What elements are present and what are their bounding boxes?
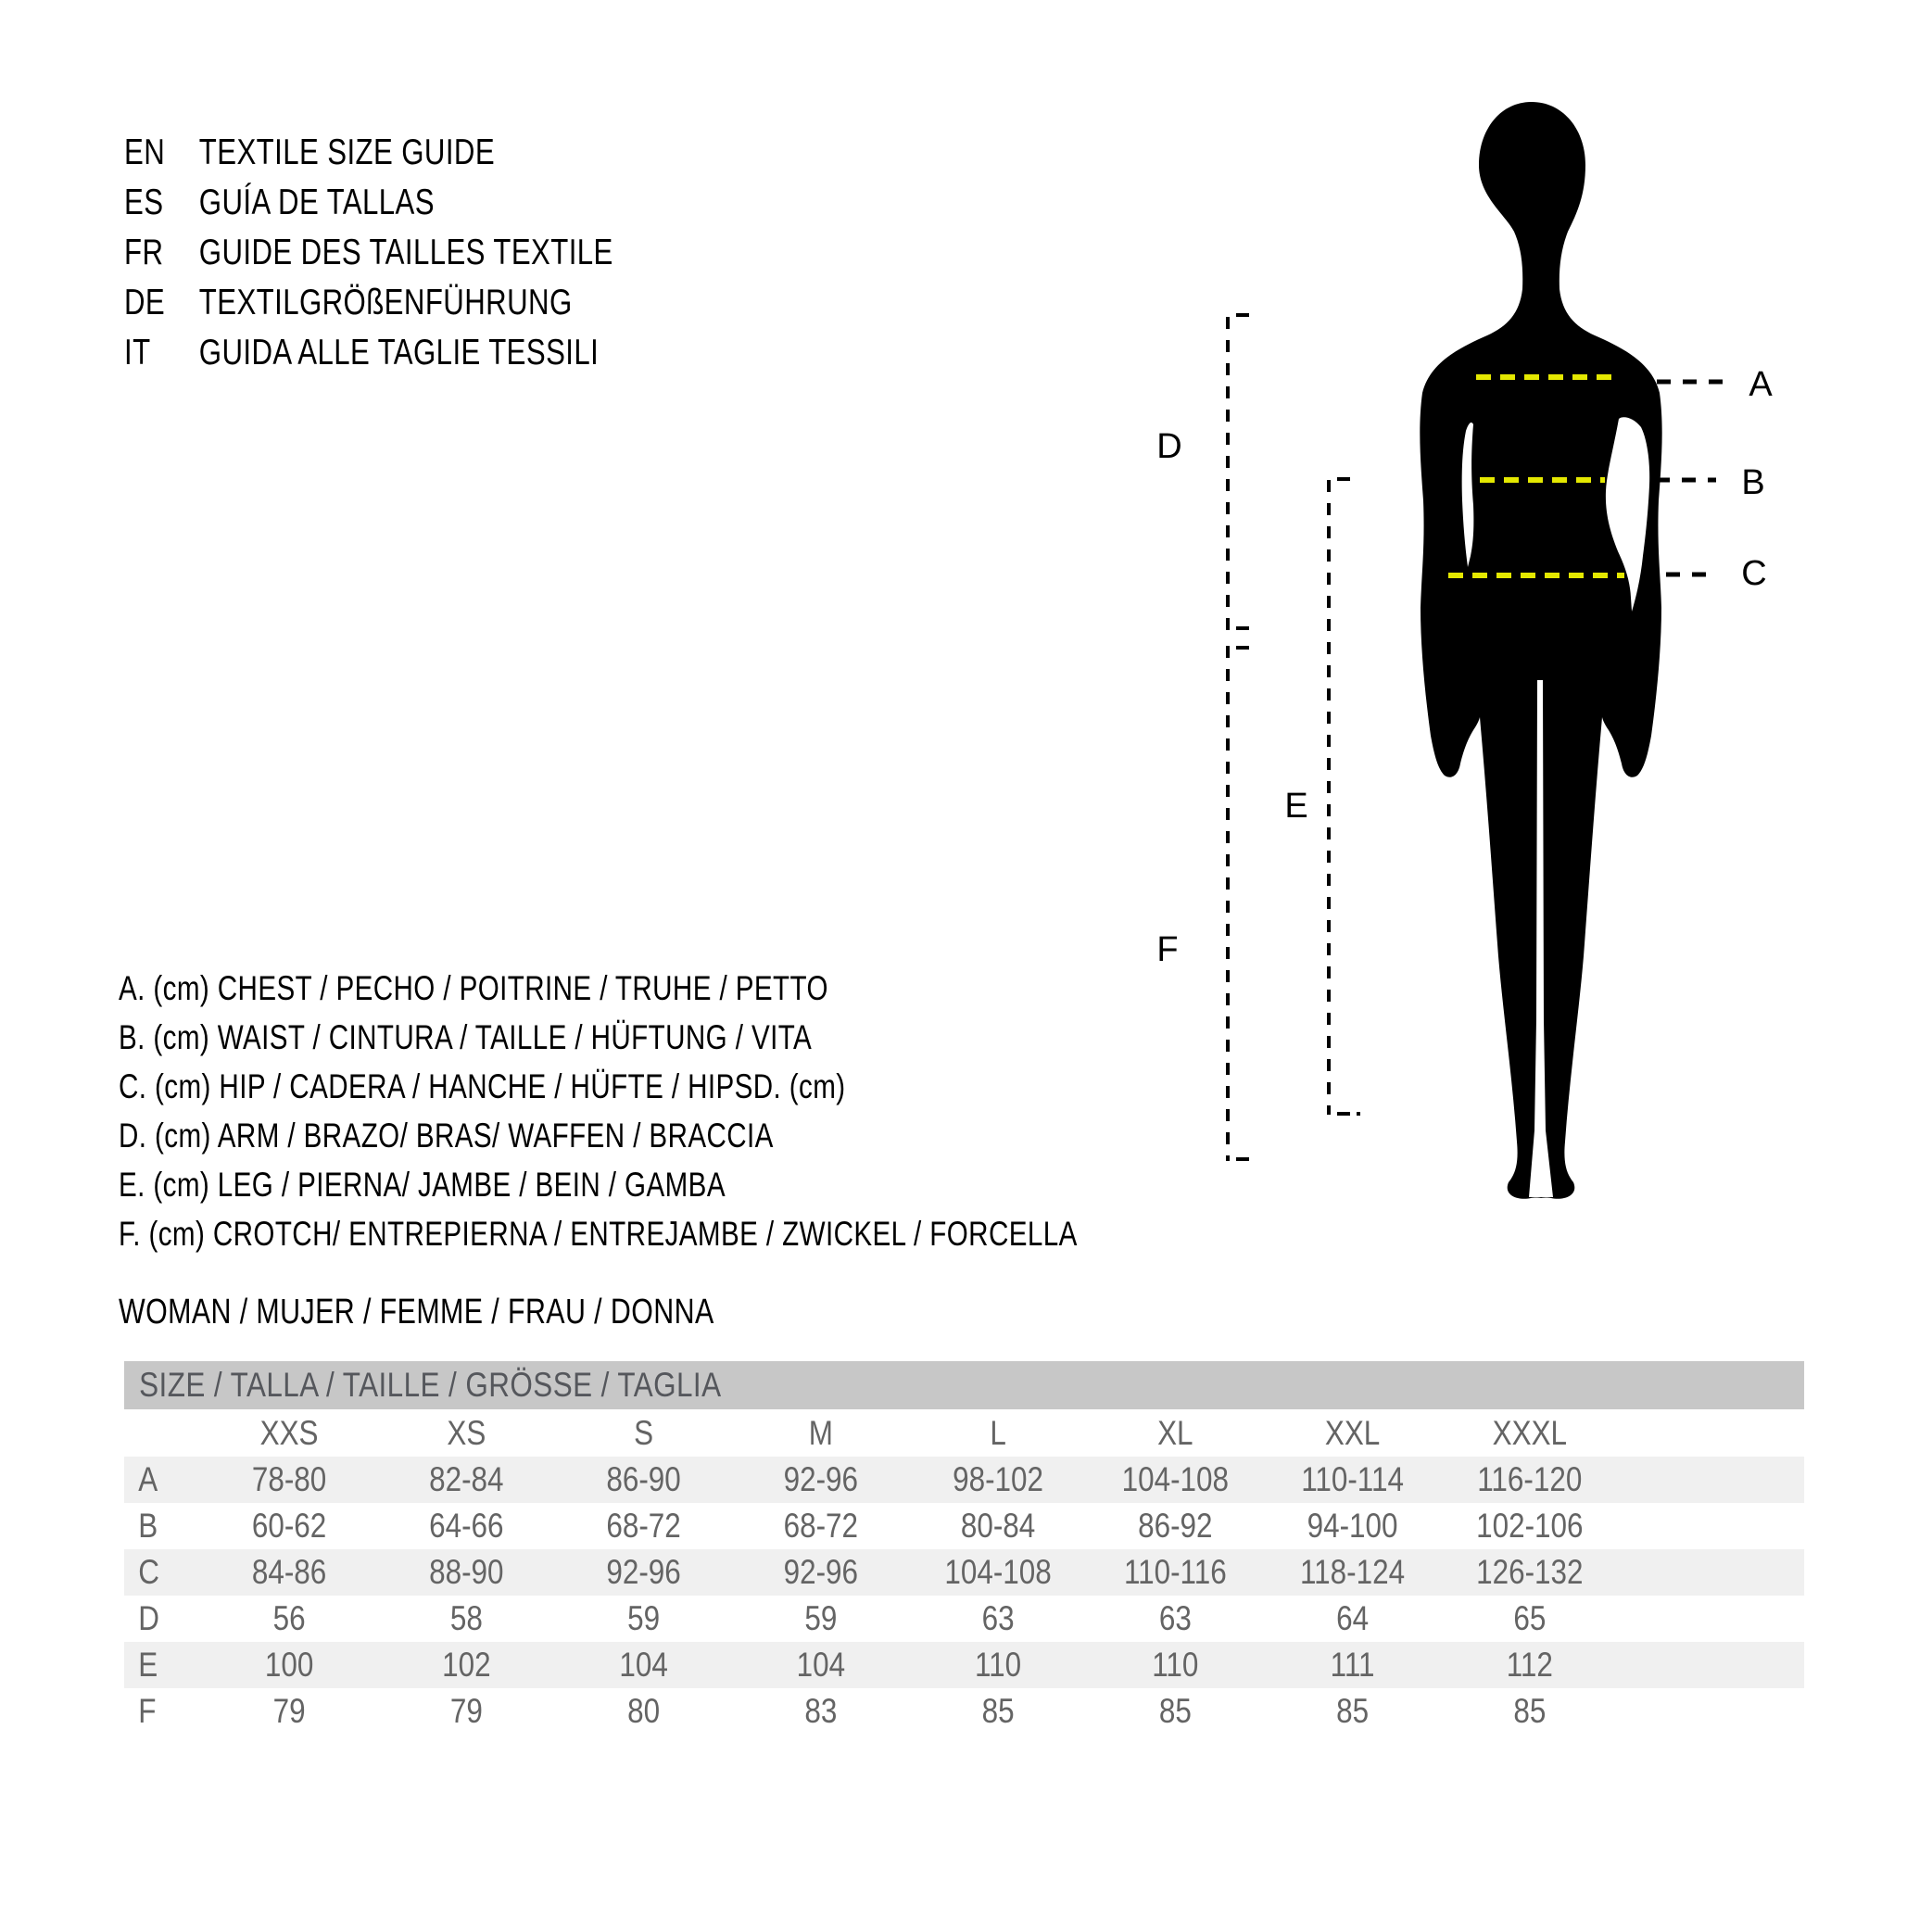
size-column-header: S (634, 1413, 654, 1452)
size-table (124, 1361, 1804, 1735)
size-cell: 68-72 (783, 1507, 859, 1545)
size-cell: 63 (981, 1599, 1015, 1637)
size-cell: 110 (1152, 1646, 1199, 1684)
measurement-figure (1149, 93, 1932, 1223)
language-row (124, 178, 613, 228)
size-cell: 56 (272, 1599, 306, 1637)
size-cell: 80-84 (960, 1507, 1036, 1545)
size-column-header: L (990, 1413, 1006, 1452)
table-row (124, 1596, 1804, 1642)
size-table-header-band: SIZE / TALLA / TAILLE / GRÖSSE / TAGLIA (124, 1361, 1804, 1409)
size-cell: 78-80 (251, 1460, 327, 1498)
measurement-legend (119, 964, 1078, 1258)
size-row-label: E (138, 1646, 158, 1684)
size-column-header-row (124, 1409, 1804, 1457)
language-row (124, 228, 613, 278)
size-cell: 85 (1158, 1692, 1192, 1730)
size-cell: 104 (619, 1646, 668, 1684)
crotch-guide-line (1228, 646, 1249, 1161)
size-column-header: XXL (1324, 1413, 1381, 1452)
size-cell: 58 (449, 1599, 483, 1637)
size-column-header: M (808, 1413, 833, 1452)
table-row (124, 1642, 1804, 1688)
size-cell: 104 (796, 1646, 846, 1684)
size-cell: 59 (804, 1599, 838, 1637)
size-cell: 83 (804, 1692, 838, 1730)
size-cell: 59 (627, 1599, 661, 1637)
size-cell: 64 (1336, 1599, 1370, 1637)
size-cell: 126-132 (1476, 1553, 1584, 1591)
language-code: ES (124, 183, 164, 222)
legend-crotch: F. (cm) CROTCH/ ENTREPIERNA / ENTREJAMBE / ZWICKEL / FORCELLA (119, 1215, 1078, 1253)
size-cell: 64-66 (429, 1507, 504, 1545)
size-row-label: C (138, 1553, 160, 1591)
guide-title: GUIDA ALLE TAGLIE TESSILI (198, 333, 600, 372)
size-cell: 92-96 (783, 1553, 859, 1591)
size-row-label: B (138, 1507, 158, 1545)
language-code: EN (124, 133, 166, 172)
size-cell: 110 (975, 1646, 1022, 1684)
arm-guide-line (1228, 315, 1249, 630)
size-column-header: XS (447, 1413, 486, 1452)
size-column-header: XXXL (1492, 1413, 1568, 1452)
size-cell: 63 (1158, 1599, 1192, 1637)
size-cell: 68-72 (606, 1507, 681, 1545)
size-cell: 85 (1513, 1692, 1547, 1730)
table-row (124, 1688, 1804, 1735)
legend-hip: C. (cm) HIP / CADERA / HANCHE / HÜFTE / HIPSD. (cm) (119, 1067, 846, 1105)
legend-waist: B. (cm) WAIST / CINTURA / TAILLE / HÜFTUNG / VITA (119, 1018, 813, 1056)
size-row-label: D (138, 1599, 160, 1637)
size-cell: 65 (1513, 1599, 1547, 1637)
size-cell: 86-90 (606, 1460, 681, 1498)
measure-label-arm: D (1156, 427, 1182, 466)
size-cell: 84-86 (251, 1553, 327, 1591)
measure-label-waist: B (1741, 463, 1765, 502)
measure-label-hip: C (1741, 554, 1767, 593)
measure-label-crotch: F (1156, 930, 1179, 969)
legend-arm: D. (cm) ARM / BRAZO/ BRAS/ WAFFEN / BRACCIA (119, 1117, 774, 1155)
language-row (124, 328, 613, 378)
legend-leg: E. (cm) LEG / PIERNA/ JAMBE / BEIN / GAMBA (119, 1166, 726, 1204)
guide-title: TEXTILGRÖßENFÜHRUNG (198, 283, 573, 322)
language-code: IT (124, 333, 151, 372)
measure-label-leg: E (1284, 787, 1308, 826)
size-cell: 88-90 (429, 1553, 504, 1591)
guide-title: GUÍA DE TALLAS (198, 183, 435, 222)
size-column-header: XXS (259, 1413, 319, 1452)
audience-line: WOMAN / MUJER / FEMME / FRAU / DONNA (119, 1293, 714, 1332)
size-cell: 60-62 (251, 1507, 327, 1545)
size-cell: 100 (264, 1646, 314, 1684)
size-cell: 79 (449, 1692, 483, 1730)
size-cell: 98-102 (953, 1460, 1044, 1498)
size-row-label: F (138, 1692, 157, 1730)
table-row (124, 1457, 1804, 1503)
size-cell: 94-100 (1307, 1507, 1398, 1545)
size-cell: 104-108 (1121, 1460, 1230, 1498)
language-code: FR (124, 233, 164, 272)
size-cell: 118-124 (1300, 1553, 1406, 1591)
size-cell: 80 (627, 1692, 661, 1730)
size-cell: 102-106 (1476, 1507, 1584, 1545)
size-cell: 110-114 (1301, 1460, 1404, 1498)
guide-title: TEXTILE SIZE GUIDE (198, 133, 496, 172)
size-row-label: A (138, 1460, 158, 1498)
leg-guide-line (1329, 479, 1360, 1115)
size-cell: 92-96 (606, 1553, 681, 1591)
guide-title: GUIDE DES TAILLES TEXTILE (198, 233, 613, 272)
size-cell: 112 (1506, 1646, 1553, 1684)
size-cell: 116-120 (1477, 1460, 1583, 1498)
size-cell: 92-96 (783, 1460, 859, 1498)
language-code: DE (124, 283, 166, 322)
size-cell: 110-116 (1123, 1553, 1227, 1591)
size-cell: 86-92 (1138, 1507, 1213, 1545)
measure-label-chest: A (1749, 365, 1773, 404)
legend-chest: A. (cm) CHEST / PECHO / POITRINE / TRUHE / PETTO (119, 969, 828, 1007)
language-row (124, 128, 613, 178)
size-cell: 85 (1336, 1692, 1370, 1730)
size-cell: 85 (981, 1692, 1015, 1730)
size-column-header: XL (1157, 1413, 1193, 1452)
language-title-list (124, 128, 613, 378)
size-cell: 82-84 (429, 1460, 504, 1498)
table-row (124, 1503, 1804, 1549)
size-cell: 104-108 (944, 1553, 1052, 1591)
size-cell: 102 (442, 1646, 491, 1684)
language-row (124, 278, 613, 328)
table-row (124, 1549, 1804, 1596)
size-cell: 79 (272, 1692, 306, 1730)
size-cell: 111 (1330, 1646, 1375, 1684)
